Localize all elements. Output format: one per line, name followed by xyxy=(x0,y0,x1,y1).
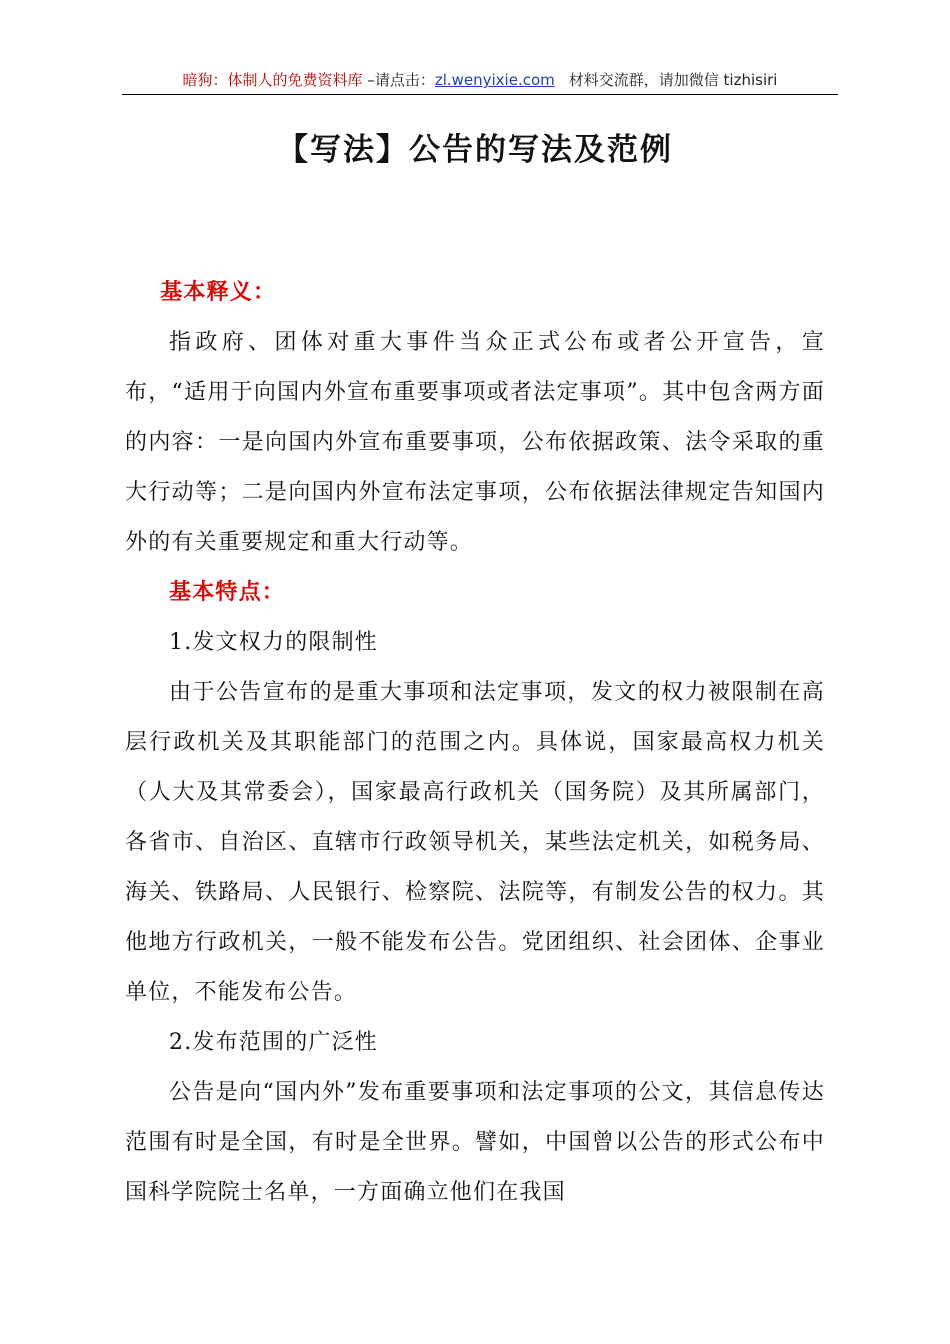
header-wechat-note: 材料交流群，请加微信 tizhisiri xyxy=(568,71,778,89)
header-click-prompt: –请点击： xyxy=(362,71,435,89)
header-link[interactable]: zl.wenyixie.com xyxy=(434,71,555,89)
feature2-title: 2.发布范围的广泛性 xyxy=(169,1030,378,1055)
features-heading: 基本特点： xyxy=(169,580,286,605)
document-title: 【写法】公告的写法及范例 xyxy=(277,132,673,168)
header-site-name: 暗狗：体制人的免费资料库 xyxy=(182,71,363,89)
definition-paragraph: 指政府、团体对重大事件当众正式公布或者公开宣告，宣布，“适用于向国内外宣布重要事项或者法定事项”。其中包含两方面的内容：一是向国内外宣布重要事项，公布依据政策、法令采取的重大行动等；二是向国内外宣布法定事项，公布依据法律规定告知国内外的有关重要规定和重大行动等。 xyxy=(125,330,825,555)
feature1-title: 1.发文权力的限制性 xyxy=(169,630,378,655)
feature2-paragraph: 公告是向“国内外”发布重要事项和法定事项的公文，其信息传达范围有时是全国，有时是全世界。譬如，中国曾以公告的形式公布中国科学院院士名单，一方面确立他们在我国 xyxy=(125,1080,825,1205)
feature1-paragraph: 由于公告宣布的是重大事项和法定事项，发文的权力被限制在高层行政机关及其职能部门的范围之内。具体说，国家最高权力机关（人大及其常委会），国家最高行政机关（国务院）及其所属部门，各省市、自治区、直辖市行政领导机关，某些法定机关，如税务局、海关、铁路局、人民银行、检察院、法院等，有制发公告的权力。其他地方行政机关，一般不能发布公告。党团组织、社会团体、企事业单位，不能发布公告。 xyxy=(125,680,825,1005)
page-header xyxy=(122,66,838,95)
definition-heading: 基本释义： xyxy=(160,280,277,305)
document-body xyxy=(125,268,825,1218)
